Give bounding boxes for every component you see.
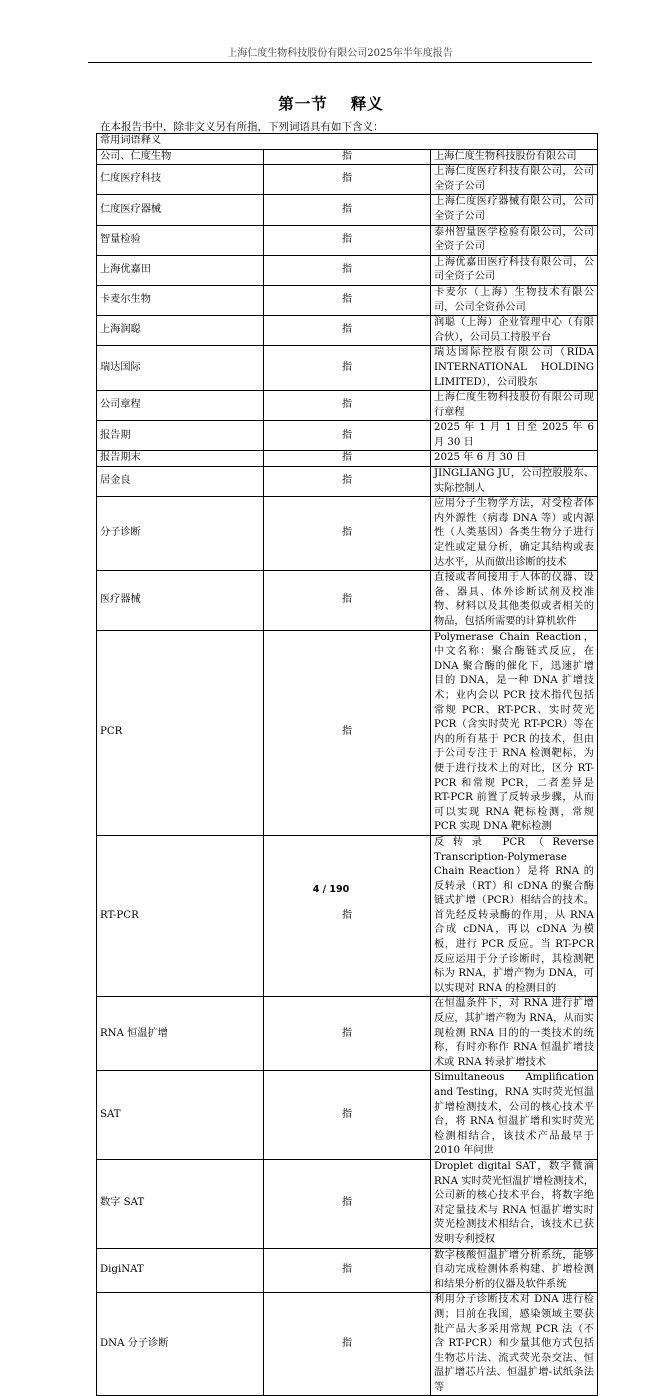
refers-cell: 指 xyxy=(264,316,431,346)
term-cell: RNA 恒温扩增 xyxy=(97,997,264,1071)
term-cell: 智量检验 xyxy=(97,225,264,255)
table-row xyxy=(97,1293,598,1396)
term-cell: 报告期 xyxy=(97,421,264,451)
term-cell: DigiNAT xyxy=(97,1248,264,1293)
definition-cell: 上海仁度生物科技股份有限公司 xyxy=(431,149,598,165)
table-row xyxy=(97,421,598,451)
definition-cell: 润聪（上海）企业管理中心（有限合伙），公司员工持股平台 xyxy=(431,316,598,346)
table-row xyxy=(97,316,598,346)
table-row xyxy=(97,467,598,497)
refers-cell: 指 xyxy=(264,391,431,421)
definition-cell: 2025 年 6 月 30 日 xyxy=(431,451,598,467)
term-cell: 居金良 xyxy=(97,467,264,497)
glossary-table xyxy=(96,133,598,1396)
refers-cell: 指 xyxy=(264,149,431,165)
refers-cell: 指 xyxy=(264,255,431,285)
refers-cell: 指 xyxy=(264,421,431,451)
definition-cell: 在恒温条件下，对 RNA 进行扩增反应，其扩增产物为 RNA，从而实现检测 RNA 目的的一类技术的统称，有时亦称作 RNA 恒温扩增技术或 RNA 转录扩增技术 xyxy=(431,997,598,1071)
term-cell: 卡麦尔生物 xyxy=(97,285,264,315)
term-cell: RT-PCR xyxy=(97,835,264,997)
refers-cell: 指 xyxy=(264,285,431,315)
refers-cell: 指 xyxy=(264,451,431,467)
table-row xyxy=(97,255,598,285)
definition-cell: 瑞达国际控股有限公司（RIDA INTERNATIONAL HOLDING LIMITED），公司股东 xyxy=(431,346,598,391)
term-cell: 数字 SAT xyxy=(97,1159,264,1248)
term-cell: 仁度医疗科技 xyxy=(97,165,264,195)
refers-cell: 指 xyxy=(264,165,431,195)
table-row xyxy=(97,1248,598,1293)
definition-cell: Simultaneous Amplification and Testing，RNA 实时荧光恒温扩增检测技术，公司的核心技术平台，将 RNA 恒温扩增和实时荧光检测相结合，该技术产品最早于 2010 年问世 xyxy=(431,1071,598,1160)
table-row xyxy=(97,165,598,195)
refers-cell: 指 xyxy=(264,1159,431,1248)
refers-cell: 指 xyxy=(264,1071,431,1160)
definition-cell: Polymerase Chain Reaction，中文名称：聚合酶链式反应，在 DNA 聚合酶的催化下，迅速扩增目的 DNA，是一种 DNA 扩增技术；业内会以 PCR 技术指代包括常规 PCR、RT-PCR、实时荧光 PCR（含实时荧光 RT-PCR）等在内的所有基于 PCR 的技术，但由于公司专注于 RNA 检测靶标，为便于进行技术上的对比，区分 RT-PCR 和常规 PCR，二者差异是 RT-PCR 前置了反转录步骤，从而可以实现 RNA 靶标检测，常规 PCR 实现 DNA 靶标检测 xyxy=(431,630,598,835)
term-cell: 公司、仁度生物 xyxy=(97,149,264,165)
refers-cell: 指 xyxy=(264,225,431,255)
table-row xyxy=(97,149,598,165)
table-row xyxy=(97,1159,598,1248)
refers-cell: 指 xyxy=(264,346,431,391)
running-header: 上海仁度生物科技股份有限公司2025年半年度报告 xyxy=(88,44,592,63)
table-row xyxy=(97,391,598,421)
table-row xyxy=(97,835,598,997)
section-title: 第一节 释义 xyxy=(278,95,384,113)
definition-cell: 应用分子生物学方法，对受检者体内外源性（病毒 DNA 等）或内源性（人类基因）各类生物分子进行定性或定量分析，确定其结构或表达水平，从而做出诊断的技术 xyxy=(431,497,598,571)
definition-cell: 上海优嘉田医疗科技有限公司，公司全资子公司 xyxy=(431,255,598,285)
definition-cell: JINGLIANG JU，公司控股股东、实际控制人 xyxy=(431,467,598,497)
refers-cell: 指 xyxy=(264,997,431,1071)
table-row xyxy=(97,997,598,1071)
refers-cell: 指 xyxy=(264,467,431,497)
term-cell: 上海优嘉田 xyxy=(97,255,264,285)
definition-cell: 数字核酸恒温扩增分析系统，能够自动完成检测体系构建、扩增检测和结果分析的仪器及软件系统 xyxy=(431,1248,598,1293)
term-cell: 仁度医疗器械 xyxy=(97,195,264,225)
table-row xyxy=(97,1071,598,1160)
term-cell: 瑞达国际 xyxy=(97,346,264,391)
table-caption-row xyxy=(97,134,598,150)
definition-cell: 上海仁度生物科技股份有限公司现行章程 xyxy=(431,391,598,421)
refers-cell: 指 xyxy=(264,630,431,835)
table-row xyxy=(97,346,598,391)
table-caption: 常用词语释义 xyxy=(97,134,598,150)
definition-cell: 直接或者间接用于人体的仪器、设备、器具、体外诊断试剂及校准物、材料以及其他类似或者相关的物品，包括所需要的计算机软件 xyxy=(431,571,598,630)
table-row xyxy=(97,285,598,315)
definition-cell: 反转录 PCR（Reverse Transcription-Polymerase Chain Reaction）是将 RNA 的反转录（RT）和 cDNA 的聚合酶链式扩增（PCR）相结合的技术。首先经反转录酶的作用，从 RNA 合成 cDNA，再以 cDNA 为模板，进行 PCR 反应。当 RT-PCR 反应运用于分子诊断时，其检测靶标为 RNA，扩增产物为 DNA，可以实现对 RNA 的检测目的 xyxy=(431,835,598,997)
table-row xyxy=(97,451,598,467)
definition-cell: 泰州智量医学检验有限公司，公司全资子公司 xyxy=(431,225,598,255)
term-cell: 上海润聪 xyxy=(97,316,264,346)
intro-text: 在本报告书中，除非文义另有所指，下列词语具有如下含义： xyxy=(100,121,384,133)
table-row xyxy=(97,195,598,225)
refers-cell: 指 xyxy=(264,195,431,225)
term-cell: 公司章程 xyxy=(97,391,264,421)
table-row xyxy=(97,497,598,571)
term-cell: 分子诊断 xyxy=(97,497,264,571)
term-cell: DNA 分子诊断 xyxy=(97,1293,264,1396)
table-row xyxy=(97,571,598,630)
definition-cell: 上海仁度医疗器械有限公司，公司全资子公司 xyxy=(431,195,598,225)
definition-cell: Droplet digital SAT，数字微滴 RNA 实时荧光恒温扩增检测技术，公司新的核心技术平台，将数字绝对定量技术与 RNA 恒温扩增实时荧光检测技术相结合，该技术已获发明专利授权 xyxy=(431,1159,598,1248)
definition-cell: 上海仁度医疗科技有限公司，公司全资子公司 xyxy=(431,165,598,195)
term-cell: SAT xyxy=(97,1071,264,1160)
definition-cell: 卡麦尔（上海）生物技术有限公司，公司全资孙公司 xyxy=(431,285,598,315)
refers-cell: 指 xyxy=(264,1248,431,1293)
page-number: 4 / 190 xyxy=(312,884,350,895)
refers-cell: 指 xyxy=(264,571,431,630)
definition-cell: 利用分子诊断技术对 DNA 进行检测；目前在我国，感染领域主要获批产品大多采用常规 PCR 法（不含 RT-PCR）和少量其他方式包括生物芯片法、流式荧光杂交法、恒温扩增芯片法、恒温扩增-试纸条法等 xyxy=(431,1293,598,1396)
table-row xyxy=(97,225,598,255)
term-cell: PCR xyxy=(97,630,264,835)
refers-cell: 指 xyxy=(264,497,431,571)
term-cell: 报告期末 xyxy=(97,451,264,467)
term-cell: 医疗器械 xyxy=(97,571,264,630)
table-row xyxy=(97,630,598,835)
refers-cell: 指 xyxy=(264,1293,431,1396)
refers-cell: 指 xyxy=(264,835,431,997)
definition-cell: 2025 年 1 月 1 日至 2025 年 6 月 30 日 xyxy=(431,421,598,451)
